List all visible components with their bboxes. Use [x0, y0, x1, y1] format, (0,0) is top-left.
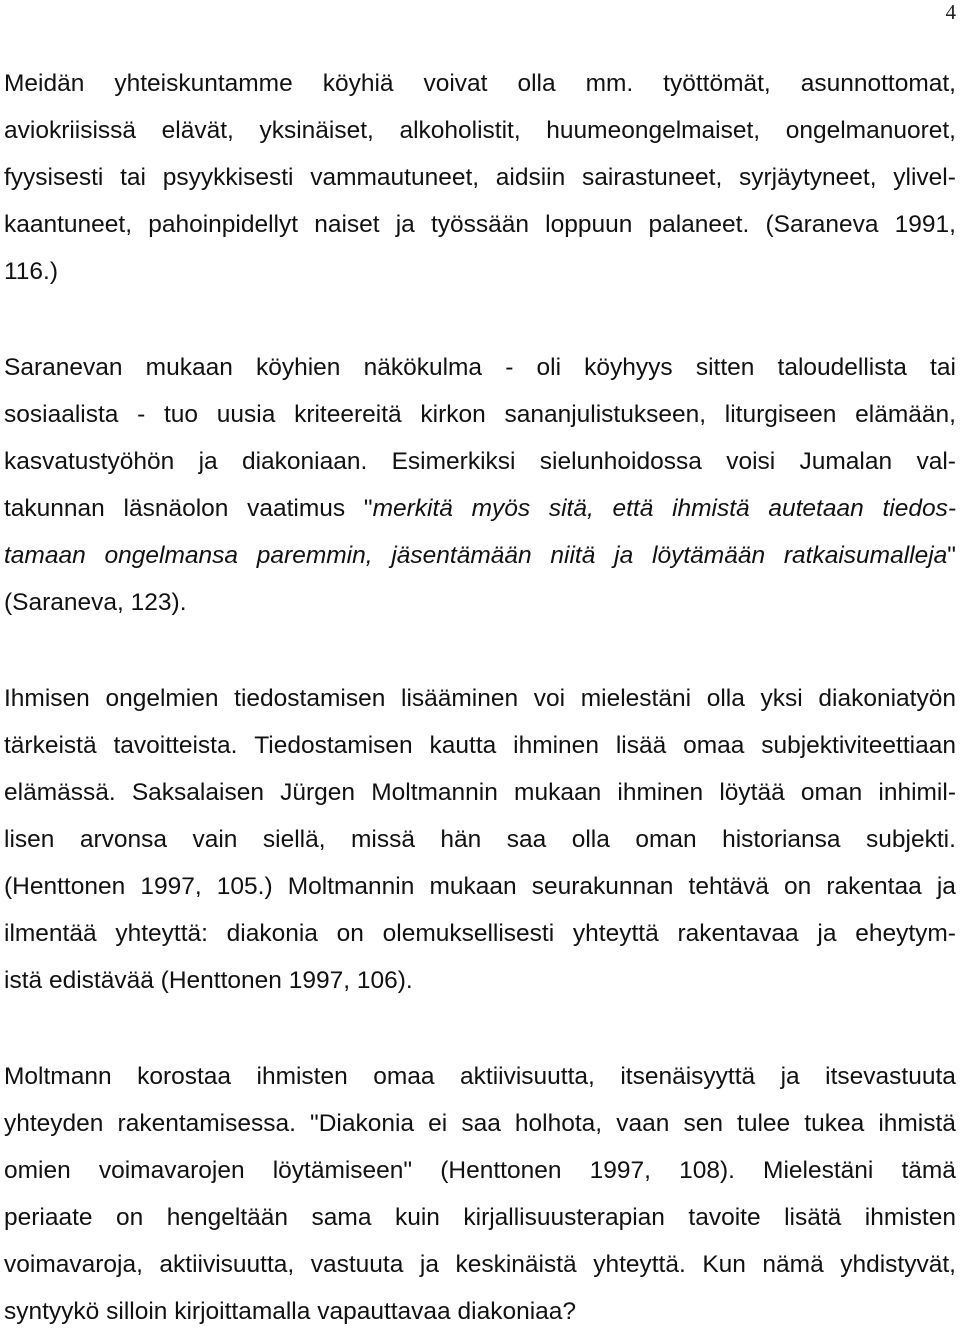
word: inhimil-: [878, 779, 956, 806]
word: tulee: [737, 1110, 791, 1137]
word: Saksalaisen: [131, 779, 264, 806]
word: tamaan: [4, 542, 86, 569]
word: ja: [614, 542, 634, 569]
word: vaatimus: [247, 495, 346, 522]
word: diakoniaan.: [241, 448, 368, 475]
word: holhota,: [514, 1110, 603, 1137]
word: sitä,: [548, 495, 594, 522]
word: elävät,: [161, 117, 234, 144]
word: mukaan: [514, 779, 602, 806]
word: arvonsa: [79, 826, 168, 853]
word: 116.): [4, 258, 59, 285]
document-body: [4, 60, 956, 1335]
word: periaate: [4, 1204, 93, 1231]
word: ongelmien: [105, 685, 219, 712]
word: ei: [428, 1110, 448, 1137]
word: sama: [311, 1204, 372, 1231]
word: uusia: [216, 401, 276, 428]
word: yksinäiset,: [259, 117, 374, 144]
text-line: [4, 60, 956, 107]
text-line: [4, 722, 956, 769]
word: hän: [440, 826, 482, 853]
word: (Saraneva: [765, 211, 879, 238]
word: ratkaisumalleja": [783, 542, 956, 569]
word: omaa: [373, 1063, 435, 1090]
word: omaa: [683, 732, 745, 759]
word: subjekti.: [866, 826, 956, 853]
word: tai: [930, 354, 956, 381]
text-line: [4, 438, 956, 485]
word: voimavarojen: [98, 1157, 245, 1184]
word: ihminen: [617, 779, 704, 806]
text-line: [4, 201, 956, 248]
word: "merkitä: [363, 495, 453, 522]
word: Mielestäni: [763, 1157, 874, 1184]
word: saa: [506, 826, 547, 853]
word: loppuun: [545, 211, 633, 238]
word: Moltmannin: [287, 873, 415, 900]
word: yhteyttä: [572, 920, 659, 947]
word: (Henttonen: [4, 873, 126, 900]
word: ongelmansa: [104, 542, 238, 569]
word: oman: [800, 779, 863, 806]
word: yhteiskuntamme: [114, 70, 293, 97]
text-line: [4, 532, 956, 579]
word: edistävää: [48, 967, 154, 994]
text-line: [4, 391, 956, 438]
word: yhteyttä:: [115, 920, 208, 947]
word: ilmentää: [4, 920, 97, 947]
text-line: [4, 1053, 956, 1100]
word: eheytym-: [855, 920, 956, 947]
word: tehtävä: [688, 873, 769, 900]
word: liturgiseen: [724, 401, 837, 428]
word: "Diakonia: [310, 1110, 415, 1137]
word: Saranevan: [4, 354, 123, 381]
word: Kun: [702, 1251, 746, 1278]
word: alkoholistit,: [399, 117, 521, 144]
word: yhdistyvät,: [840, 1251, 956, 1278]
text-line: [4, 816, 956, 863]
word: korostaa: [137, 1063, 232, 1090]
word: naiset: [314, 211, 380, 238]
paragraph: [4, 344, 956, 626]
word: Jumalan: [799, 448, 893, 475]
word: elämässä.: [4, 779, 116, 806]
word: Meidän: [4, 70, 85, 97]
word: elämään,: [855, 401, 956, 428]
word: lisätä: [784, 1204, 842, 1231]
word: ja: [780, 1063, 800, 1090]
word: diakoniaa?: [457, 1298, 577, 1325]
word: vammautuneet,: [310, 164, 480, 191]
paragraph-gap: [4, 1004, 956, 1053]
word: myös: [471, 495, 531, 522]
word: Moltmann: [4, 1063, 112, 1090]
word: itsevastuuta: [825, 1063, 956, 1090]
word: yksi: [760, 685, 803, 712]
word: val-: [916, 448, 956, 475]
word: rakentaa: [826, 873, 922, 900]
text-line: [4, 154, 956, 201]
word: ja: [395, 211, 415, 238]
word: 106).: [356, 967, 413, 994]
word: itsenäisyyttä: [620, 1063, 756, 1090]
word: historiansa: [722, 826, 841, 853]
word: ihmistä: [878, 1110, 956, 1137]
word: 108).: [679, 1157, 735, 1184]
word: voimavaroja,: [4, 1251, 143, 1278]
word: sananjulistukseen,: [504, 401, 707, 428]
word: keskinäistä: [455, 1251, 577, 1278]
word: subjektiviteettiaan: [761, 732, 956, 759]
word: voivat: [423, 70, 488, 97]
word: työssään: [430, 211, 529, 238]
word: (Henttonen: [440, 1157, 562, 1184]
paragraph-gap: [4, 626, 956, 675]
word: läsnäolon: [123, 495, 229, 522]
text-line: [4, 957, 956, 1004]
word: missä: [350, 826, 415, 853]
word: yhteyttä.: [593, 1251, 686, 1278]
text-line: [4, 1194, 956, 1241]
paragraph-gap: [4, 295, 956, 344]
word: tärkeistä: [4, 732, 97, 759]
word: aktiivisuutta,: [159, 1251, 295, 1278]
word: kaantuneet,: [4, 211, 133, 238]
word: Esimerkiksi: [391, 448, 516, 475]
word: työttömät,: [663, 70, 771, 97]
text-line: [4, 769, 956, 816]
word: mielestäni: [580, 685, 692, 712]
word: 1997,: [589, 1157, 651, 1184]
word: mukaan: [145, 354, 233, 381]
word: rakentamisessa.: [117, 1110, 296, 1137]
word: olla: [706, 685, 745, 712]
word: takunnan: [4, 495, 105, 522]
word: tuo: [164, 401, 199, 428]
word: löytää: [719, 779, 785, 806]
word: olla: [517, 70, 556, 97]
word: sen: [683, 1110, 723, 1137]
word: syntyykö: [4, 1298, 100, 1325]
word: aidsiin: [495, 164, 566, 191]
word: ihmisten: [256, 1063, 348, 1090]
word: Jürgen: [280, 779, 356, 806]
word: kuin: [394, 1204, 440, 1231]
text-line: [4, 107, 956, 154]
word: paremmin,: [256, 542, 373, 569]
word: istä: [4, 967, 43, 994]
word: silloin: [106, 1298, 168, 1325]
word: vastuuta: [310, 1251, 404, 1278]
page-number: 4: [945, 0, 956, 24]
word: palaneet.: [648, 211, 750, 238]
word: ihminen: [513, 732, 599, 759]
word: kirkon: [420, 401, 486, 428]
word: Tiedostamisen: [254, 732, 413, 759]
word: nämä: [762, 1251, 824, 1278]
word: voi: [533, 685, 566, 712]
word: olemuksellisesti: [382, 920, 555, 947]
word: ongelmanuoret,: [785, 117, 956, 144]
word: on: [116, 1204, 144, 1231]
word: aktiivisuutta,: [460, 1063, 595, 1090]
word: Ihmisen: [4, 685, 90, 712]
word: rakentavaa: [677, 920, 799, 947]
text-line: [4, 1288, 956, 1335]
word: 1997,: [140, 873, 202, 900]
text-line: [4, 248, 956, 295]
word: tämä: [901, 1157, 956, 1184]
word: oli: [536, 354, 562, 381]
word: kirjallisuusterapian: [463, 1204, 665, 1231]
word: tavoitteista.: [113, 732, 238, 759]
text-line: [4, 485, 956, 532]
word: ja: [936, 873, 956, 900]
word: (Saraneva,: [4, 589, 124, 616]
word: vapauttavaa: [317, 1298, 451, 1325]
word: seurakunnan: [531, 873, 674, 900]
word: syrjäytyneet,: [739, 164, 877, 191]
word: pahoinpidellyt: [148, 211, 299, 238]
word: autetaan: [768, 495, 864, 522]
word: diakoniatyön: [818, 685, 956, 712]
word: (Henttonen: [160, 967, 282, 994]
word: tiedos-: [882, 495, 956, 522]
word: yhteyden: [4, 1110, 104, 1137]
word: lisää: [615, 732, 667, 759]
word: huumeongelmaiset,: [546, 117, 761, 144]
text-line: [4, 1100, 956, 1147]
word: vain: [192, 826, 238, 853]
word: omien: [4, 1157, 71, 1184]
word: siellä,: [262, 826, 326, 853]
word: asunnottomat,: [800, 70, 956, 97]
word: niitä: [550, 542, 596, 569]
word: ja: [817, 920, 837, 947]
word: ihmisten: [864, 1204, 956, 1231]
word: köyhyys: [584, 354, 673, 381]
word: fyysisesti: [4, 164, 104, 191]
text-line: [4, 863, 956, 910]
word: lisen: [4, 826, 55, 853]
word: olla: [571, 826, 610, 853]
text-line: [4, 579, 956, 626]
paragraph: [4, 1053, 956, 1335]
word: kirjoittamalla: [174, 1298, 311, 1325]
word: 1991,: [894, 211, 956, 238]
word: tukea: [804, 1110, 865, 1137]
word: ihmistä: [672, 495, 750, 522]
word: psyykkisesti: [162, 164, 294, 191]
paragraph: [4, 675, 956, 1004]
word: 105.): [216, 873, 273, 900]
word: köyhiä: [322, 70, 394, 97]
word: on: [784, 873, 812, 900]
word: tai: [120, 164, 147, 191]
word: kautta: [429, 732, 497, 759]
text-line: [4, 344, 956, 391]
word: vaan: [616, 1110, 670, 1137]
word: diakonia: [226, 920, 318, 947]
word: löytämään: [652, 542, 766, 569]
word: mm.: [585, 70, 634, 97]
word: että: [612, 495, 654, 522]
word: mukaan: [429, 873, 517, 900]
word: hengeltään: [166, 1204, 289, 1231]
word: ja: [198, 448, 218, 475]
word: kasvatustyöhön: [4, 448, 175, 475]
word: oman: [635, 826, 697, 853]
word: 1997,: [288, 967, 351, 994]
word: köyhien: [255, 354, 341, 381]
word: lisääminen: [401, 685, 519, 712]
text-line: [4, 675, 956, 722]
word: sielunhoidossa: [539, 448, 702, 475]
word: taloudellista: [777, 354, 907, 381]
word: näkökulma: [363, 354, 483, 381]
word: sosiaalista: [4, 401, 119, 428]
word: -: [137, 401, 146, 428]
text-line: [4, 1147, 956, 1194]
word: löytämiseen": [272, 1157, 413, 1184]
word: saa: [461, 1110, 501, 1137]
word: tavoite: [688, 1204, 761, 1231]
word: -: [505, 354, 514, 381]
word: Moltmannin: [371, 779, 498, 806]
text-line: [4, 1241, 956, 1288]
word: sitten: [695, 354, 755, 381]
word: aviokriisissä: [4, 117, 137, 144]
word: sairastuneet,: [582, 164, 723, 191]
text-line: [4, 910, 956, 957]
word: voisi: [726, 448, 776, 475]
word: jäsentämään: [391, 542, 532, 569]
word: on: [336, 920, 364, 947]
word: ylivel-: [893, 164, 956, 191]
word: 123).: [130, 589, 187, 616]
word: ja: [419, 1251, 439, 1278]
word: kriteereitä: [294, 401, 402, 428]
word: tiedostamisen: [234, 685, 386, 712]
paragraph: [4, 60, 956, 295]
